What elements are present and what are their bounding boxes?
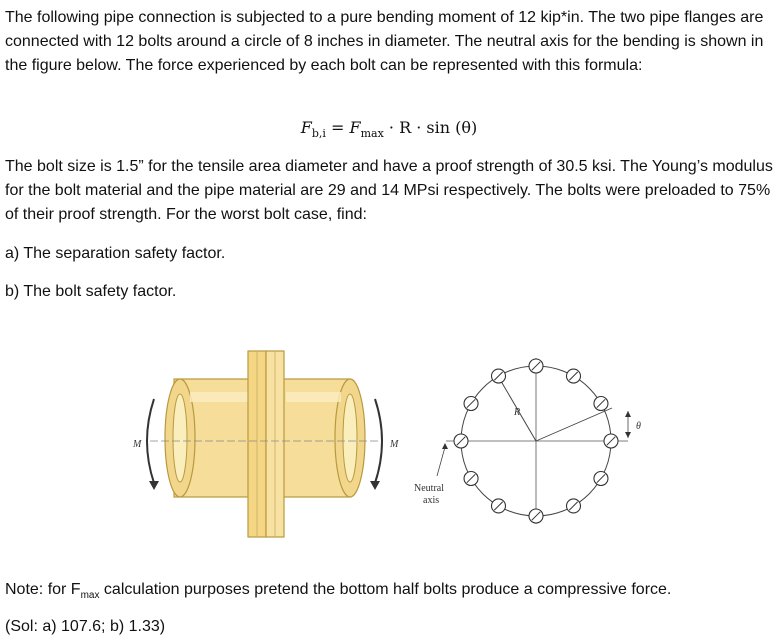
formula-equals: =: [325, 118, 350, 137]
neutral-axis-label-line2: axis: [423, 495, 440, 506]
formula-fmax-sub: max: [360, 127, 384, 141]
bolt-9: [492, 499, 506, 513]
formula-lhs: F: [300, 118, 312, 137]
theta-label: θ: [636, 421, 641, 432]
formula-lhs-sub: b,i: [311, 127, 326, 141]
bolt-3: [567, 369, 581, 383]
note-sub: max: [80, 590, 100, 602]
bolt-circle-diagram: [414, 358, 641, 524]
pipe-illustration: [132, 351, 399, 537]
intro-paragraph: The following pipe connection is subjected to a pure bending moment of 12 kip*in. The two pipe flanges are connected with 12 bolts around a circle of 8 inches in diameter. The neutral axis for the bending is shown in the figure below. The force experienced by each bolt can be represented with this formula:: [5, 9, 764, 74]
note-paragraph: [5, 578, 775, 608]
left-pipe-bore: [173, 394, 187, 482]
note-suffix: calculation purposes pretend the bottom half bolts produce a compressive force.: [99, 581, 672, 598]
radius-label: R: [514, 407, 521, 418]
bolt-4: [529, 359, 543, 373]
bolt-12: [594, 472, 608, 486]
neutral-axis-label-line1: Neutral: [414, 483, 444, 494]
moment-label-left: M: [133, 439, 142, 450]
bolt-force-formula: [0, 118, 778, 140]
bolt-8: [464, 472, 478, 486]
solution-line: (Sol: a) 107.6; b) 1.33): [5, 618, 166, 635]
bolt-10: [529, 509, 543, 523]
question-a: a) The separation safety factor.: [5, 245, 226, 262]
bolt-1: [604, 434, 618, 448]
pipe-flange-figure: [0, 340, 778, 550]
formula-rest: · R · sin (θ): [383, 118, 478, 137]
right-pipe-bore: [343, 394, 357, 482]
note-prefix: Note: for F: [5, 581, 81, 598]
bolt-7: [454, 434, 468, 448]
question-b: b) The bolt safety factor.: [5, 283, 177, 300]
formula-fmax: F: [349, 118, 361, 137]
theta-line: [536, 408, 612, 441]
moment-label-right: M: [390, 439, 399, 450]
bolt-2: [594, 397, 608, 411]
bolt-5: [492, 369, 506, 383]
details-paragraph: The bolt size is 1.5” for the tensile area diameter and have a proof strength of 30.5 ksi. The Young’s modulus for the bolt material and the pipe material are 29 and 14 MPsi respectively. The bolts were preloaded to 75% of their proof strength. For the worst bolt case, find:: [5, 158, 773, 223]
bolt-11: [567, 499, 581, 513]
bolt-6: [464, 397, 478, 411]
